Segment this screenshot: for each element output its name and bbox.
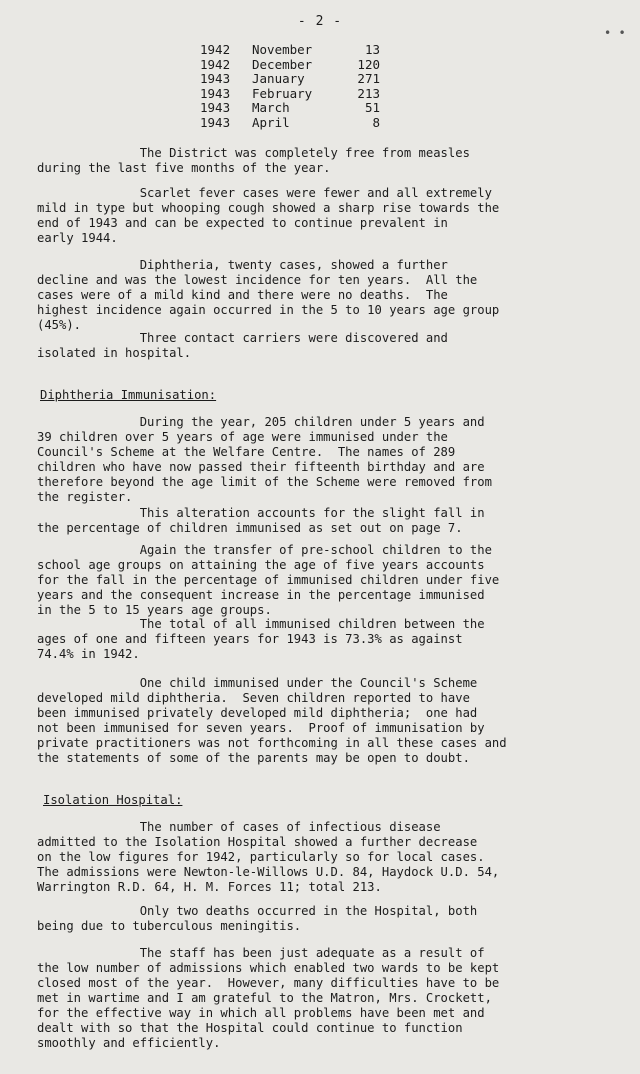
monthly-cases-table bbox=[200, 43, 380, 130]
cases-year: 1943 bbox=[200, 114, 231, 130]
cases-year: 1942 bbox=[200, 42, 231, 57]
cases-count: 8 bbox=[372, 114, 380, 130]
cases-row bbox=[200, 43, 380, 58]
cases-month: February bbox=[252, 85, 313, 101]
page-number: - 2 - bbox=[297, 14, 343, 29]
cases-row bbox=[200, 87, 380, 102]
cases-row bbox=[200, 116, 380, 131]
paragraph-scarlet-fever: Scarlet fever cases were fewer and all extremely mild in type but whooping cough showed a sharp rise towards the end of 1943 and can be expected to continue prevalent in early 1944. bbox=[37, 186, 500, 245]
cases-count: 213 bbox=[357, 85, 380, 101]
paragraph-immunisation-3: Again the transfer of pre-school children to the school age groups on attaining the age of five years accounts for the fall in the percentage of immunised children under five years and the consequent increase in the percentage immunised in the 5 to 15 years age groups. bbox=[37, 543, 500, 617]
cases-month: March bbox=[252, 100, 290, 115]
paragraph-isolation-3: The staff has been just adequate as a result of the low number of admissions which enabled two wards to be kept closed most of the year. However, many difficulties have to be met in wartime and I am grateful to the Matron, Mrs. Crockett, for the effective way in which all problems have been met and dealt with so that the Hospital could continue to function smoothly and efficiently. bbox=[37, 946, 500, 1050]
paragraph-measles: The District was completely free from measles during the last five months of the year. bbox=[37, 146, 470, 175]
cases-year: 1943 bbox=[200, 85, 231, 101]
cases-month: November bbox=[252, 42, 313, 57]
paragraph-isolation-1: The number of cases of infectious disease admitted to the Isolation Hospital showed a further decrease on the low figures for 1942, particularly so for local cases. The admissions were Newton-le-Willows U.D. 84, Haydock U.D. 54, Warrington R.D. 64, H. M. Forces 11; total 213. bbox=[37, 820, 500, 894]
paragraph-immunisation-5: One child immunised under the Council's Scheme developed mild diphtheria. Seven children reported to have been immunised privately developed mild diphtheria; one had not been immunised for seven years. Proof of immunisation by private practitioners was not forthcoming in all these cases and the statements of some of the parents may be open to doubt. bbox=[37, 676, 507, 765]
cases-count: 13 bbox=[364, 42, 380, 57]
heading-diphtheria-immunisation: Diphtheria Immunisation: bbox=[40, 388, 217, 402]
corner-mark: • • bbox=[604, 26, 626, 40]
cases-year: 1942 bbox=[200, 56, 231, 72]
paragraph-diphtheria: Diphtheria, twenty cases, showed a further decline and was the lowest incidence for ten years. All the cases were of a mild kind and there were no deaths. The highest incidence again occurred in the 5 to 10 years age group (45%). bbox=[37, 258, 500, 332]
cases-count: 120 bbox=[357, 56, 380, 72]
heading-isolation-hospital: Isolation Hospital: bbox=[43, 793, 183, 807]
paragraph-immunisation-1: During the year, 205 children under 5 years and 39 children over 5 years of age were immunised under the Council's Scheme at the Welfare Centre. The names of 289 children who have now passed their fifteenth birthday and are therefore beyond the age limit of the Scheme were removed from the register. bbox=[37, 415, 492, 504]
cases-year: 1943 bbox=[200, 100, 231, 115]
paragraph-contact-carriers: Three contact carriers were discovered and isolated in hospital. bbox=[37, 331, 448, 360]
cases-count: 271 bbox=[357, 71, 380, 86]
paragraph-immunisation-2: This alteration accounts for the slight fall in the percentage of children immunised as set out on page 7. bbox=[37, 506, 485, 535]
cases-year: 1943 bbox=[200, 71, 231, 86]
cases-row bbox=[200, 58, 380, 73]
cases-month: January bbox=[252, 71, 305, 86]
cases-count: 51 bbox=[364, 100, 380, 115]
paragraph-isolation-2: Only two deaths occurred in the Hospital, both being due to tuberculous meningitis. bbox=[37, 904, 478, 933]
cases-month: December bbox=[252, 56, 313, 72]
cases-month: April bbox=[252, 114, 290, 130]
cases-row bbox=[200, 72, 380, 87]
paragraph-immunisation-4: The total of all immunised children between the ages of one and fifteen years for 1943 is 73.3% as against 74.4% in 1942. bbox=[37, 617, 485, 661]
cases-row bbox=[200, 101, 380, 116]
